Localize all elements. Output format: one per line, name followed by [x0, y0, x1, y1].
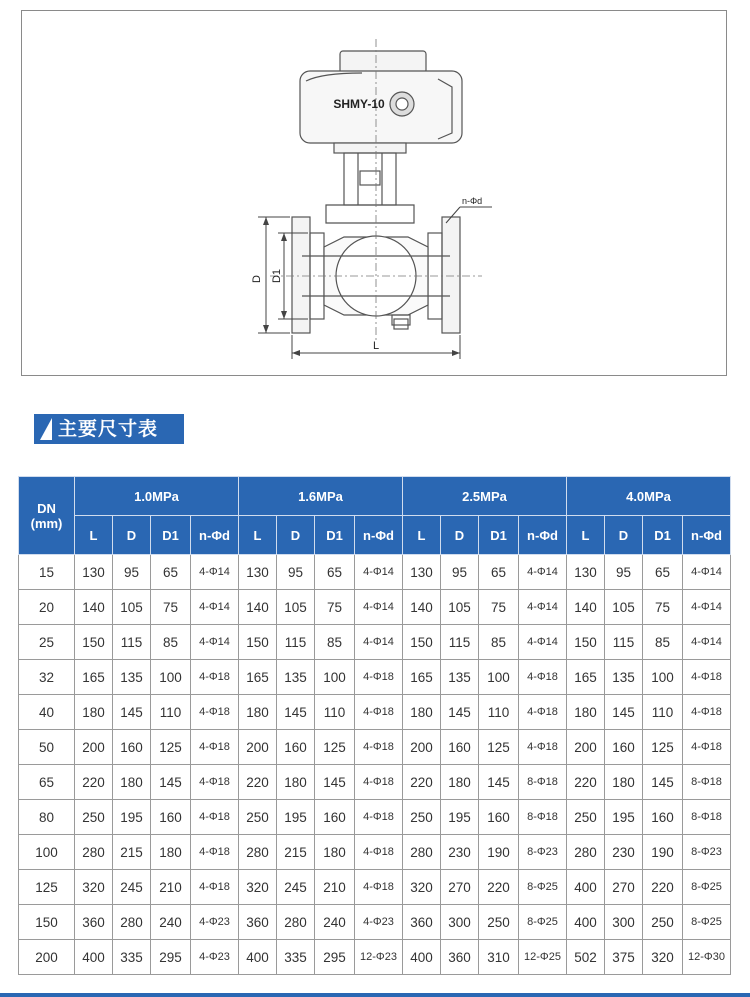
table-cell: 160	[113, 730, 151, 765]
table-cell: 4-Φ14	[355, 590, 403, 625]
table-cell: 160	[315, 800, 355, 835]
table-cell: 360	[75, 905, 113, 940]
table-row	[19, 695, 731, 730]
table-cell: 110	[151, 695, 191, 730]
table-cell: 4-Φ14	[355, 625, 403, 660]
table-cell: 8-Φ18	[683, 765, 731, 800]
table-cell: 200	[75, 730, 113, 765]
table-row	[19, 590, 731, 625]
table-cell: 8-Φ25	[519, 905, 567, 940]
table-cell: 95	[605, 555, 643, 590]
table-cell: 335	[113, 940, 151, 975]
dn-cell: 150	[19, 905, 75, 940]
table-cell: 250	[75, 800, 113, 835]
table-cell: 100	[315, 660, 355, 695]
table-cell: 145	[441, 695, 479, 730]
table-cell: 4-Φ18	[191, 835, 239, 870]
table-cell: 4-Φ23	[355, 905, 403, 940]
table-cell: 4-Φ14	[683, 590, 731, 625]
table-cell: 95	[113, 555, 151, 590]
dn-cell: 100	[19, 835, 75, 870]
table-cell: 4-Φ18	[355, 730, 403, 765]
table-cell: 280	[403, 835, 441, 870]
table-cell: 75	[479, 590, 519, 625]
table-cell: 4-Φ14	[355, 555, 403, 590]
dimension-table	[18, 476, 731, 975]
sub-column-header: n-Φd	[683, 516, 731, 555]
table-cell: 100	[479, 660, 519, 695]
table-cell: 300	[441, 905, 479, 940]
dn-cell: 20	[19, 590, 75, 625]
table-cell: 400	[239, 940, 277, 975]
sub-column-header: D	[113, 516, 151, 555]
table-cell: 280	[75, 835, 113, 870]
table-cell: 4-Φ18	[191, 765, 239, 800]
table-cell: 125	[151, 730, 191, 765]
table-cell: 135	[605, 660, 643, 695]
dim-label-d: D	[251, 275, 263, 283]
table-cell: 320	[403, 870, 441, 905]
table-cell: 4-Φ14	[519, 555, 567, 590]
table-cell: 280	[239, 835, 277, 870]
table-cell: 4-Φ23	[191, 940, 239, 975]
table-cell: 4-Φ18	[355, 835, 403, 870]
table-cell: 195	[277, 800, 315, 835]
table-cell: 180	[441, 765, 479, 800]
table-cell: 400	[403, 940, 441, 975]
table-cell: 200	[567, 730, 605, 765]
sub-column-header: n-Φd	[355, 516, 403, 555]
table-cell: 220	[75, 765, 113, 800]
table-cell: 300	[605, 905, 643, 940]
dn-header-line1: DN	[37, 500, 56, 516]
table-cell: 4-Φ18	[683, 695, 731, 730]
table-cell: 8-Φ25	[683, 870, 731, 905]
sub-column-header: D1	[643, 516, 683, 555]
table-cell: 280	[277, 905, 315, 940]
table-cell: 210	[315, 870, 355, 905]
table-cell: 4-Φ18	[191, 695, 239, 730]
table-cell: 250	[567, 800, 605, 835]
table-cell: 180	[567, 695, 605, 730]
sub-column-header: L	[75, 516, 113, 555]
pressure-group-header: 2.5MPa	[403, 477, 567, 516]
table-cell: 4-Φ18	[191, 870, 239, 905]
table-cell: 220	[479, 870, 519, 905]
table-row	[19, 555, 731, 590]
table-cell: 230	[441, 835, 479, 870]
sub-column-header: n-Φd	[191, 516, 239, 555]
table-cell: 85	[643, 625, 683, 660]
table-cell: 245	[277, 870, 315, 905]
table-cell: 85	[479, 625, 519, 660]
table-cell: 130	[567, 555, 605, 590]
table-cell: 220	[403, 765, 441, 800]
table-cell: 65	[315, 555, 355, 590]
dn-cell: 80	[19, 800, 75, 835]
table-cell: 4-Φ14	[191, 625, 239, 660]
table-cell: 110	[643, 695, 683, 730]
table-cell: 4-Φ18	[355, 800, 403, 835]
table-cell: 150	[567, 625, 605, 660]
dn-cell: 65	[19, 765, 75, 800]
table-cell: 125	[315, 730, 355, 765]
table-cell: 215	[113, 835, 151, 870]
table-cell: 125	[643, 730, 683, 765]
table-cell: 270	[605, 870, 643, 905]
sub-column-header: D1	[479, 516, 519, 555]
table-cell: 115	[113, 625, 151, 660]
table-cell: 145	[151, 765, 191, 800]
table-cell: 4-Φ18	[191, 800, 239, 835]
table-row	[19, 730, 731, 765]
table-cell: 160	[151, 800, 191, 835]
table-cell: 145	[643, 765, 683, 800]
table-row	[19, 940, 731, 975]
table-cell: 145	[277, 695, 315, 730]
table-cell: 200	[239, 730, 277, 765]
left-flange	[292, 217, 310, 333]
table-cell: 4-Φ14	[519, 625, 567, 660]
table-cell: 250	[643, 905, 683, 940]
table-cell: 180	[403, 695, 441, 730]
table-cell: 145	[113, 695, 151, 730]
table-cell: 4-Φ14	[191, 590, 239, 625]
table-cell: 4-Φ18	[519, 730, 567, 765]
table-cell: 180	[277, 765, 315, 800]
table-cell: 8-Φ18	[683, 800, 731, 835]
valve-drawing-frame	[21, 10, 727, 376]
table-cell: 4-Φ14	[519, 590, 567, 625]
dn-cell: 25	[19, 625, 75, 660]
table-cell: 8-Φ25	[519, 870, 567, 905]
table-cell: 4-Φ18	[683, 730, 731, 765]
table-cell: 135	[277, 660, 315, 695]
table-cell: 165	[75, 660, 113, 695]
table-cell: 240	[315, 905, 355, 940]
dim-label-l: L	[372, 340, 380, 352]
table-cell: 295	[151, 940, 191, 975]
triangle-marker-icon	[40, 418, 52, 440]
right-flange	[442, 217, 460, 333]
sub-column-header: L	[403, 516, 441, 555]
table-cell: 4-Φ14	[683, 625, 731, 660]
table-cell: 75	[643, 590, 683, 625]
table-cell: 140	[403, 590, 441, 625]
table-cell: 135	[113, 660, 151, 695]
table-cell: 220	[239, 765, 277, 800]
table-cell: 360	[239, 905, 277, 940]
table-cell: 215	[277, 835, 315, 870]
table-cell: 195	[113, 800, 151, 835]
table-cell: 100	[151, 660, 191, 695]
table-cell: 240	[151, 905, 191, 940]
table-cell: 115	[605, 625, 643, 660]
table-cell: 400	[75, 940, 113, 975]
sub-column-header-row	[19, 516, 731, 555]
sub-column-header: L	[239, 516, 277, 555]
table-cell: 270	[441, 870, 479, 905]
actuator-cap	[340, 51, 426, 73]
table-cell: 400	[567, 905, 605, 940]
table-cell: 180	[151, 835, 191, 870]
table-row	[19, 660, 731, 695]
table-cell: 190	[479, 835, 519, 870]
table-cell: 180	[113, 765, 151, 800]
dn-cell: 50	[19, 730, 75, 765]
table-cell: 320	[239, 870, 277, 905]
table-cell: 250	[479, 905, 519, 940]
table-cell: 130	[75, 555, 113, 590]
table-cell: 65	[643, 555, 683, 590]
table-cell: 200	[403, 730, 441, 765]
table-cell: 335	[277, 940, 315, 975]
dn-cell: 32	[19, 660, 75, 695]
table-cell: 160	[643, 800, 683, 835]
table-cell: 375	[605, 940, 643, 975]
table-cell: 8-Φ18	[519, 765, 567, 800]
model-label: SHMY-10	[333, 97, 385, 111]
table-cell: 125	[479, 730, 519, 765]
dn-cell: 125	[19, 870, 75, 905]
sub-column-header: n-Φd	[519, 516, 567, 555]
table-cell: 195	[441, 800, 479, 835]
table-cell: 8-Φ25	[683, 905, 731, 940]
table-cell: 115	[441, 625, 479, 660]
dn-header	[19, 477, 75, 555]
table-cell: 150	[239, 625, 277, 660]
dim-label-d1: D1	[271, 268, 283, 284]
table-row	[19, 800, 731, 835]
table-cell: 105	[277, 590, 315, 625]
table-body	[19, 555, 731, 975]
table-cell: 12-Φ30	[683, 940, 731, 975]
table-cell: 75	[315, 590, 355, 625]
table-cell: 180	[605, 765, 643, 800]
table-cell: 4-Φ18	[519, 695, 567, 730]
table-cell: 145	[315, 765, 355, 800]
table-cell: 110	[479, 695, 519, 730]
table-cell: 8-Φ23	[683, 835, 731, 870]
table-cell: 140	[239, 590, 277, 625]
table-cell: 12-Φ25	[519, 940, 567, 975]
dn-cell: 40	[19, 695, 75, 730]
table-cell: 145	[605, 695, 643, 730]
table-cell: 180	[75, 695, 113, 730]
table-cell: 65	[151, 555, 191, 590]
table-cell: 360	[441, 940, 479, 975]
table-cell: 4-Φ18	[355, 695, 403, 730]
dn-cell: 200	[19, 940, 75, 975]
table-cell: 210	[151, 870, 191, 905]
table-row	[19, 870, 731, 905]
table-cell: 4-Φ18	[355, 870, 403, 905]
table-cell: 85	[315, 625, 355, 660]
table-cell: 400	[567, 870, 605, 905]
table-cell: 245	[113, 870, 151, 905]
pressure-group-header: 1.0MPa	[75, 477, 239, 516]
table-row	[19, 835, 731, 870]
table-cell: 320	[643, 940, 683, 975]
table-cell: 85	[151, 625, 191, 660]
table-cell: 75	[151, 590, 191, 625]
sub-column-header: D1	[151, 516, 191, 555]
table-cell: 160	[277, 730, 315, 765]
valve-technical-drawing	[22, 11, 728, 377]
table-cell: 295	[315, 940, 355, 975]
table-row	[19, 905, 731, 940]
table-cell: 8-Φ23	[519, 835, 567, 870]
pressure-group-header: 1.6MPa	[239, 477, 403, 516]
table-cell: 160	[605, 730, 643, 765]
sub-column-header: D	[277, 516, 315, 555]
table-row	[19, 765, 731, 800]
table-cell: 220	[567, 765, 605, 800]
table-cell: 4-Φ18	[683, 660, 731, 695]
sub-column-header: D	[605, 516, 643, 555]
table-cell: 110	[315, 695, 355, 730]
table-cell: 180	[239, 695, 277, 730]
table-cell: 190	[643, 835, 683, 870]
table-cell: 165	[403, 660, 441, 695]
dim-label-holes: n-Φd	[462, 196, 483, 206]
sub-column-header: D1	[315, 516, 355, 555]
section-title: 主要尺寸表	[58, 418, 159, 440]
table-cell: 320	[75, 870, 113, 905]
table-cell: 105	[113, 590, 151, 625]
table-cell: 502	[567, 940, 605, 975]
table-cell: 4-Φ14	[683, 555, 731, 590]
bottom-accent-bar	[0, 993, 750, 997]
table-cell: 135	[441, 660, 479, 695]
table-cell: 4-Φ14	[191, 555, 239, 590]
table-cell: 105	[605, 590, 643, 625]
table-cell: 65	[479, 555, 519, 590]
sub-column-header: D	[441, 516, 479, 555]
table-cell: 280	[567, 835, 605, 870]
table-cell: 150	[75, 625, 113, 660]
pressure-group-header: 4.0MPa	[567, 477, 731, 516]
table-cell: 195	[605, 800, 643, 835]
sub-column-header: L	[567, 516, 605, 555]
table-cell: 105	[441, 590, 479, 625]
table-cell: 100	[643, 660, 683, 695]
dn-header-line2: (mm)	[30, 515, 63, 531]
table-cell: 250	[239, 800, 277, 835]
table-cell: 4-Φ23	[191, 905, 239, 940]
table-cell: 250	[403, 800, 441, 835]
table-cell: 145	[479, 765, 519, 800]
table-row	[19, 625, 731, 660]
table-cell: 115	[277, 625, 315, 660]
table-cell: 165	[239, 660, 277, 695]
table-cell: 130	[239, 555, 277, 590]
table-cell: 4-Φ18	[355, 660, 403, 695]
table-cell: 180	[315, 835, 355, 870]
table-cell: 130	[403, 555, 441, 590]
table-cell: 4-Φ18	[355, 765, 403, 800]
section-header	[34, 414, 184, 444]
table-cell: 360	[403, 905, 441, 940]
table-cell: 310	[479, 940, 519, 975]
table-cell: 95	[277, 555, 315, 590]
table-cell: 4-Φ18	[519, 660, 567, 695]
table-cell: 220	[643, 870, 683, 905]
table-cell: 8-Φ18	[519, 800, 567, 835]
table-cell: 160	[441, 730, 479, 765]
table-cell: 12-Φ23	[355, 940, 403, 975]
table-cell: 4-Φ18	[191, 730, 239, 765]
table-cell: 95	[441, 555, 479, 590]
table-cell: 140	[567, 590, 605, 625]
table-cell: 230	[605, 835, 643, 870]
table-cell: 160	[479, 800, 519, 835]
table-cell: 4-Φ18	[191, 660, 239, 695]
table-cell: 280	[113, 905, 151, 940]
table-cell: 140	[75, 590, 113, 625]
table-cell: 165	[567, 660, 605, 695]
dn-cell: 15	[19, 555, 75, 590]
table-cell: 150	[403, 625, 441, 660]
